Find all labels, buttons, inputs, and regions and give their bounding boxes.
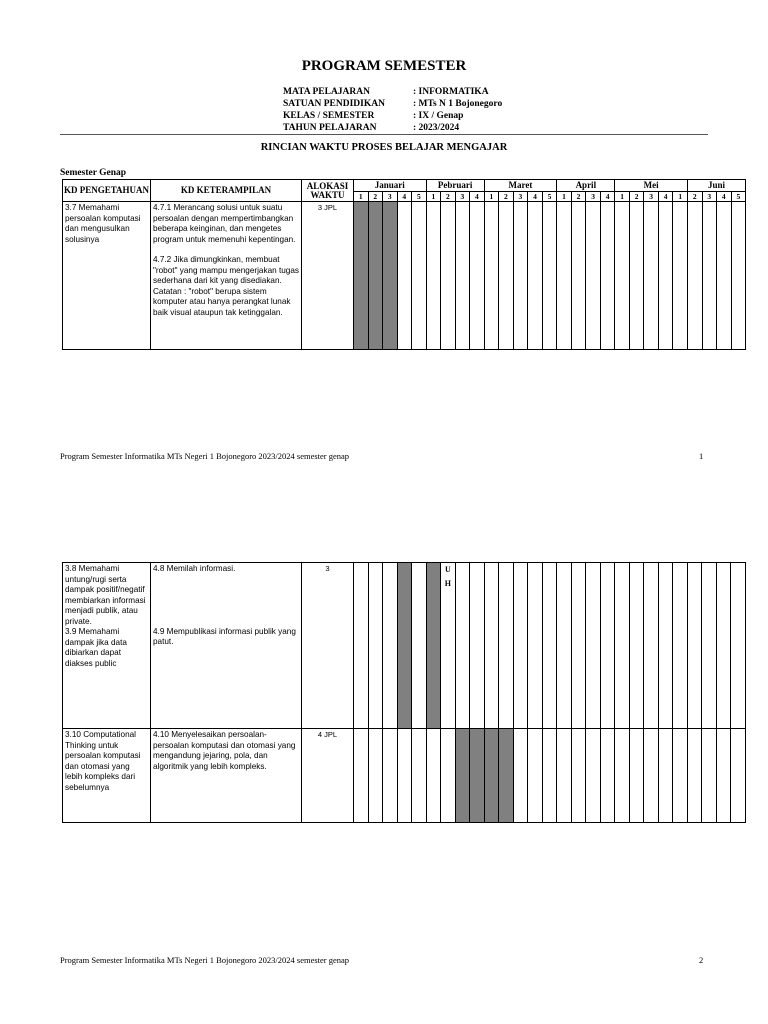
month-header: Januari (354, 180, 427, 192)
week-cell (484, 563, 499, 729)
week-cell (658, 563, 673, 729)
week-cell (557, 563, 572, 729)
week-cell (383, 202, 398, 350)
week-cell (455, 563, 470, 729)
week-cell (644, 202, 659, 350)
week-cell (470, 729, 485, 823)
week-number: 2 (629, 192, 644, 202)
alokasi-cell: 4 JPL (302, 729, 354, 823)
info-value: : IX / Genap (413, 111, 464, 121)
page-footer: Program Semester Informatika MTs Negeri 1 Bojonegoro 2023/2024 semester genap (60, 955, 350, 965)
week-cell (499, 202, 514, 350)
week-cell (513, 202, 528, 350)
week-cell (354, 563, 369, 729)
week-cell (586, 563, 601, 729)
week-number: 1 (673, 192, 688, 202)
week-cell (426, 202, 441, 350)
week-cell (441, 202, 456, 350)
week-cell (702, 202, 717, 350)
week-cell (571, 563, 586, 729)
week-cell (368, 729, 383, 823)
week-cell (644, 729, 659, 823)
week-cell (702, 563, 717, 729)
week-cell (528, 729, 543, 823)
week-number: 5 (731, 192, 746, 202)
kd-keterampilan-item: 4.7.1 Merancang solusi untuk suatu persoalan dengan mempertimbangkan beberapa keinginan, dan mengetes program untuk memenuhi kepentingan. (153, 203, 296, 244)
week-cell (542, 202, 557, 350)
week-number: 1 (354, 192, 369, 202)
week-number: 3 (702, 192, 717, 202)
page-number: 2 (699, 955, 704, 965)
week-cell (702, 729, 717, 823)
info-value: : 2023/2024 (413, 123, 460, 133)
schedule-table-page2 (62, 562, 746, 823)
week-number: 3 (644, 192, 659, 202)
week-cell (600, 563, 615, 729)
week-cell (629, 563, 644, 729)
week-number: 4 (600, 192, 615, 202)
week-number: 2 (441, 192, 456, 202)
month-header: Pebruari (426, 180, 484, 192)
week-cell (731, 202, 746, 350)
section-subtitle: RINCIAN WAKTU PROSES BELAJAR MENGAJAR (260, 142, 508, 153)
week-cell (731, 729, 746, 823)
week-number: 1 (484, 192, 499, 202)
week-number: 4 (470, 192, 485, 202)
month-header: April (557, 180, 615, 192)
week-cell (586, 202, 601, 350)
week-cell (412, 729, 427, 823)
week-cell (615, 563, 630, 729)
info-value: : MTs N 1 Bojonegoro (413, 99, 503, 109)
week-cell (412, 563, 427, 729)
kd-keterampilan-cell (151, 563, 302, 729)
week-cell (513, 563, 528, 729)
kd-keterampilan-item: 4.9 Mempublikasi informasi publik yang patut. (153, 626, 296, 646)
kd-keterampilan-item: 4.7.2 Jika dimungkinkan, membuat "robot" yang mampu mengerjakan tugas sederhana dari kit yang disediakan. Catatan : "robot" berupa sistem komputer atau hanya perangkat lunak baik visual ataupun tak ketinggalan. (153, 255, 299, 317)
schedule-table-page1 (62, 179, 746, 350)
week-cell (528, 563, 543, 729)
uh-letter: H (444, 579, 451, 588)
week-cell (470, 563, 485, 729)
week-number: 3 (586, 192, 601, 202)
week-cell (600, 202, 615, 350)
kd-pengetahuan-cell: 3.8 Memahami untung/rugi serta dampak positif/negatif membiarkan informasi menjadi publik, atau private. 3.9 Memahami dampak jika data dibiarkan dapat diakses public (63, 563, 151, 729)
week-number: 2 (368, 192, 383, 202)
week-cell (354, 729, 369, 823)
week-cell (383, 729, 398, 823)
info-label: TAHUN PELAJARAN (283, 123, 377, 133)
week-cell (528, 202, 543, 350)
page-footer: Program Semester Informatika MTs Negeri 1 Bojonegoro 2023/2024 semester genap (60, 451, 350, 461)
page-title: PROGRAM SEMESTER (301, 58, 467, 74)
week-number: 1 (557, 192, 572, 202)
uh-letter: U (444, 565, 451, 574)
week-cell (644, 563, 659, 729)
week-cell (383, 563, 398, 729)
week-cell (557, 729, 572, 823)
info-tahun-pelajaran (283, 122, 459, 134)
week-number: 3 (455, 192, 470, 202)
alokasi-cell: 3 (302, 563, 354, 729)
info-mata-pelajaran (283, 86, 489, 98)
info-label: SATUAN PENDIDIKAN (283, 99, 385, 109)
week-cell (658, 729, 673, 823)
info-label: KELAS / SEMESTER (283, 111, 375, 121)
header-kd-keterampilan: KD KETERAMPILAN (151, 180, 302, 202)
week-cell (441, 729, 456, 823)
week-cell (441, 563, 456, 729)
week-cell (673, 729, 688, 823)
week-cell (629, 729, 644, 823)
week-number: 2 (571, 192, 586, 202)
week-cell (412, 202, 427, 350)
week-cell (426, 563, 441, 729)
month-header: Mei (615, 180, 688, 192)
week-cell (470, 202, 485, 350)
week-cell (687, 563, 702, 729)
week-cell (717, 202, 732, 350)
week-number: 1 (615, 192, 630, 202)
week-number: 3 (383, 192, 398, 202)
week-number: 4 (397, 192, 412, 202)
week-cell (673, 202, 688, 350)
week-cell (397, 202, 412, 350)
semester-label: Semester Genap (60, 168, 127, 178)
week-cell (557, 202, 572, 350)
month-header: Juni (688, 180, 746, 192)
info-value: : INFORMATIKA (413, 87, 489, 97)
week-cell (484, 202, 499, 350)
month-header: Maret (484, 180, 557, 192)
week-cell (615, 729, 630, 823)
kd-pengetahuan-cell: 3.7 Memahami persoalan komputasi dan mengusulkan solusinya (63, 202, 151, 350)
week-cell (629, 202, 644, 350)
kd-keterampilan-item: 4.8 Memilah informasi. (153, 564, 236, 573)
week-cell (571, 729, 586, 823)
week-cell (586, 729, 601, 823)
week-cell (397, 729, 412, 823)
header-alokasi-waktu: ALOKASI WAKTU (302, 180, 354, 202)
week-cell (716, 729, 731, 823)
week-cell (571, 202, 586, 350)
week-cell (499, 563, 514, 729)
week-cell (499, 729, 514, 823)
week-cell (542, 563, 557, 729)
week-cell (673, 563, 688, 729)
week-number: 2 (499, 192, 514, 202)
week-cell (716, 563, 731, 729)
week-number: 3 (513, 192, 528, 202)
week-cell (600, 729, 615, 823)
info-kelas-semester (283, 110, 463, 122)
week-number: 4 (717, 192, 732, 202)
header-divider (60, 134, 708, 135)
header-kd-pengetahuan: KD PENGETAHUAN (63, 180, 151, 202)
week-cell (455, 729, 470, 823)
week-cell (731, 563, 746, 729)
info-label: MATA PELAJARAN (283, 87, 370, 97)
week-number: 5 (412, 192, 427, 202)
week-number: 2 (688, 192, 703, 202)
week-cell (658, 202, 673, 350)
week-cell (484, 729, 499, 823)
week-cell (687, 729, 702, 823)
week-cell (368, 202, 383, 350)
page-number: 1 (699, 451, 704, 461)
week-cell (688, 202, 703, 350)
week-number: 4 (528, 192, 543, 202)
kd-keterampilan-cell: 4.10 Menyelesaikan persoalan-persoalan komputasi dan otomasi yang mengandung jejaring, pola, dan algoritmik yang lebih kompleks. (151, 729, 302, 823)
week-cell (455, 202, 470, 350)
week-number: 5 (542, 192, 557, 202)
week-cell (354, 202, 369, 350)
week-cell (397, 563, 412, 729)
week-cell (615, 202, 630, 350)
kd-pengetahuan-cell: 3.10 Computational Thinking untuk persoalan komputasi dan otomasi yang lebih kompleks dari sebelumnya (63, 729, 151, 823)
week-cell (542, 729, 557, 823)
week-cell (426, 729, 441, 823)
week-number: 4 (658, 192, 673, 202)
info-satuan-pendidikan (283, 98, 502, 110)
kd-keterampilan-cell (151, 202, 302, 350)
week-cell (513, 729, 528, 823)
alokasi-cell: 3 JPL (302, 202, 354, 350)
week-cell (368, 563, 383, 729)
week-number: 1 (426, 192, 441, 202)
